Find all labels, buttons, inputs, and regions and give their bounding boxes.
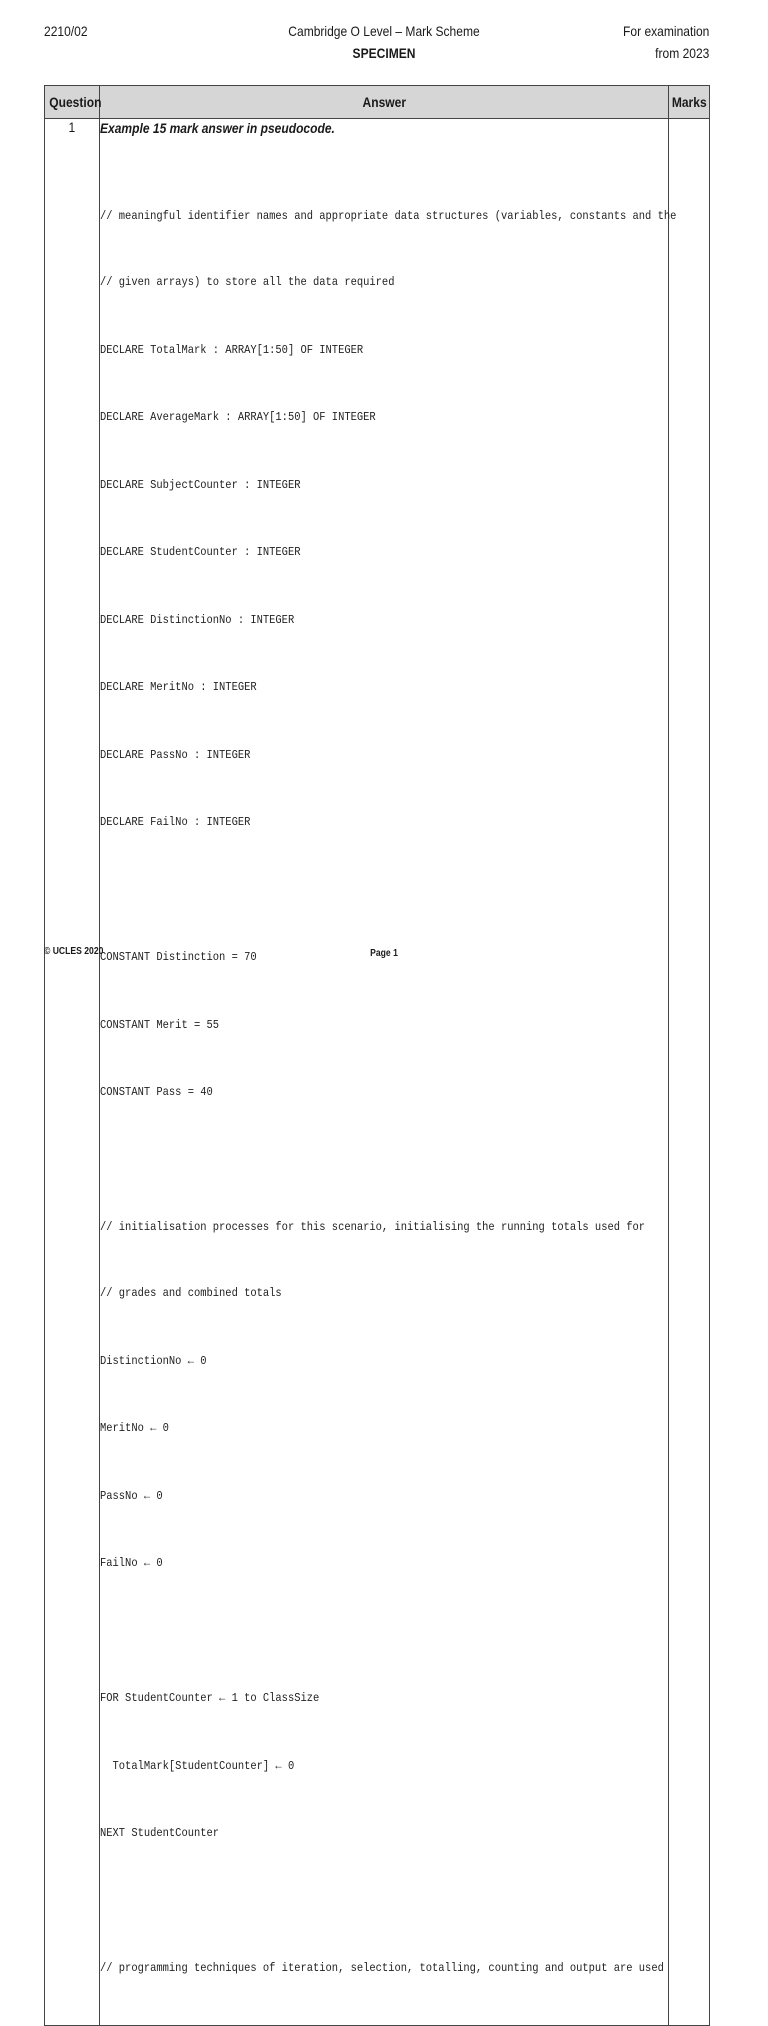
paper-code: 2210/02 — [44, 23, 88, 39]
code-declare-line: DECLARE DistinctionNo : INTEGER — [100, 612, 295, 627]
code-loop-line: NEXT StudentCounter — [100, 1826, 220, 1840]
code-declare-line: DECLARE TotalMark : ARRAY[1:50] OF INTEGER — [100, 342, 364, 357]
code-declare-line: DECLARE MeritNo : INTEGER — [100, 680, 257, 694]
column-header-marks: Marks — [669, 86, 710, 119]
table-header-row — [45, 86, 710, 119]
code-comment-line: // programming techniques of iteration, selection, totalling, counting and output are used — [100, 1961, 664, 1975]
code-loop-line: TotalMark[StudentCounter] ← 0 — [100, 1758, 295, 1773]
question-number: 1 — [68, 119, 76, 135]
exam-line-1: For examination — [622, 23, 709, 39]
marks-cell — [669, 119, 710, 2026]
code-init-line: PassNo ← 0 — [100, 1488, 163, 1503]
code-comment-line: // initialisation processes for this scenario, initialising the running totals used for — [100, 1220, 646, 1234]
code-comment-line: // given arrays) to store all the data required — [100, 275, 395, 289]
question-number-cell — [45, 119, 100, 2026]
code-constant-line: CONSTANT Distinction = 70 — [100, 950, 257, 964]
code-comment-line: // grades and combined totals — [100, 1286, 282, 1300]
table-row — [45, 119, 710, 2026]
answer-heading: Example 15 mark answer in pseudocode. — [100, 120, 335, 136]
header-title: Cambridge O Level – Mark Scheme — [288, 23, 480, 39]
document-header-title — [54, 20, 714, 64]
answer-cell — [100, 119, 677, 2026]
code-loop-line: FOR StudentCounter ← 1 to ClassSize — [100, 1691, 320, 1705]
code-init-line: DistinctionNo ← 0 — [100, 1353, 207, 1368]
code-comment-line: // meaningful identifier names and appropriate data structures (variables, constants and the — [100, 209, 677, 223]
exam-date-info — [623, 20, 709, 64]
code-blank-line — [100, 1149, 594, 1172]
header-subtitle: SPECIMEN — [352, 45, 416, 61]
code-blank-line — [100, 1620, 594, 1643]
mark-scheme-table — [44, 85, 710, 2026]
exam-line-2: from 2023 — [654, 45, 709, 61]
code-declare-line: DECLARE PassNo : INTEGER — [100, 747, 251, 762]
code-declare-line: DECLARE AverageMark : ARRAY[1:50] OF INTEGER — [100, 410, 376, 424]
code-declare-line: DECLARE FailNo : INTEGER — [100, 815, 251, 829]
column-header-answer: Answer — [100, 86, 669, 119]
code-constant-line: CONSTANT Pass = 40 — [100, 1085, 213, 1099]
code-init-line: FailNo ← 0 — [100, 1556, 163, 1570]
code-constant-line: CONSTANT Merit = 55 — [100, 1017, 220, 1032]
code-declare-line: DECLARE SubjectCounter : INTEGER — [100, 477, 301, 492]
code-declare-line: DECLARE StudentCounter : INTEGER — [100, 545, 301, 559]
copyright-notice: © UCLES 2020 — [44, 946, 104, 957]
pseudocode-block — [100, 160, 677, 2025]
page-number: Page 1 — [370, 948, 398, 959]
code-init-line: MeritNo ← 0 — [100, 1421, 169, 1435]
code-blank-line — [100, 879, 594, 902]
column-header-question: Question — [45, 86, 100, 119]
code-blank-line — [100, 1890, 594, 1913]
